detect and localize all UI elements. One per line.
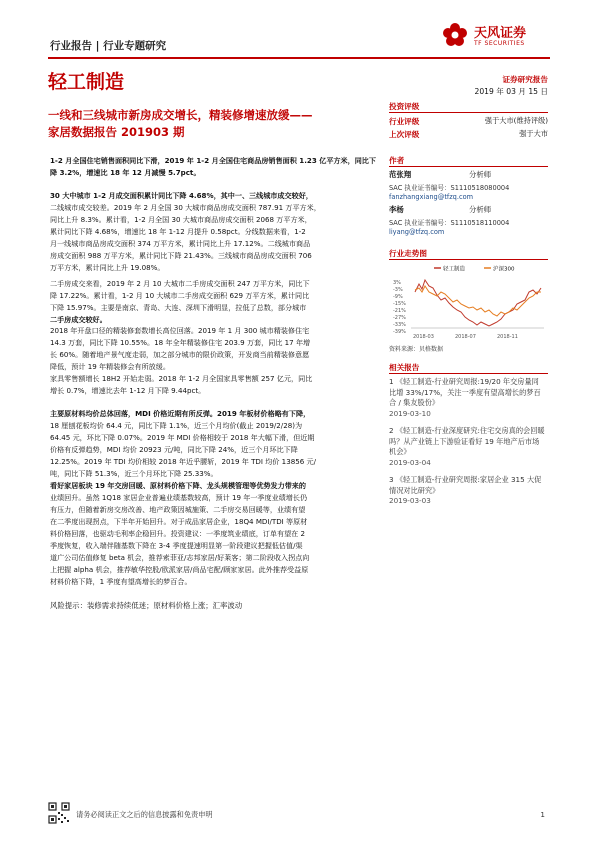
text-line: 64.45 元，环比下降 0.07%。2019 年 MDI 价格相较于 2018 年大幅下滑，但近期 [50, 433, 315, 442]
y-tick: -9% [393, 294, 403, 300]
trend-chart-rule [389, 259, 548, 260]
x-tick: 2018-03 [413, 334, 434, 340]
text-line: 增长 0.7%，增速比去年 1-12 月下降 9.44pct。 [50, 386, 206, 395]
text-line: 万平方米，累计同比上升 19.08%。 [50, 263, 165, 272]
author-2 [389, 204, 549, 236]
rating-rule [389, 112, 548, 113]
text-line: 同比上升 8.3%。累计看，1-2 月全国 30 大城市商品房成交面积 2068 万平方米， [50, 215, 312, 224]
rating-section-label: 投资评级 [389, 102, 420, 111]
y-tick: -39% [393, 329, 406, 335]
author-email[interactable]: fanzhangxiang@tfzq.com [389, 193, 474, 201]
related-report-title[interactable]: 3 《轻工制造-行业研究周报:家居企业 315 大促情况对比研究》 [389, 475, 542, 495]
text-line: 业绩回升。虽然 1Q18 家居企业普遍业绩基数较高，预计 19 年一季度业绩增长仍 [50, 493, 308, 502]
breadcrumb: 行业报告 | 行业专题研究 [50, 40, 167, 52]
x-tick: 2018-11 [497, 334, 518, 340]
author-sac: SAC 执业证书编号：S1110518110004 [389, 219, 510, 227]
x-axis [413, 334, 518, 340]
logo-text-cn: 天风证券 [474, 26, 527, 41]
industry-rating-value: 强于大市(维持评级) [484, 116, 548, 125]
header-rule [48, 57, 550, 59]
related-report-3[interactable] [389, 475, 546, 507]
paragraph-30-cities [50, 190, 378, 274]
author-role: 分析师 [469, 170, 492, 179]
paragraph-furniture-retail [50, 373, 378, 397]
text-line: 30 大中城市 1-2 月成交面积累计同比下降 4.68%，其中一、三线城市成交较好， [50, 191, 313, 200]
author-sac: SAC 执业证书编号：S1110518080004 [389, 184, 510, 192]
text-line: 降 17.22%。累计看，1-2 月 10 大城市二手房成交面积 629 万平方米，累计同比 [50, 291, 310, 300]
x-tick: 2018-07 [455, 334, 476, 340]
text-line: 家具零售额增长 18H2 开始走弱。2018 年 1-2 月全国家具零售额 257 亿元，同比 [50, 374, 313, 383]
qr-code-icon [48, 802, 70, 824]
text-line: 主要原材料均价总体回落，MDI 价格近期有所反弹。2019 年板材价格略有下降， [50, 409, 311, 418]
text-line: 看好家居板块 19 年交房回暖、原材料价格下降、龙头规模管理等优势发力带来的 [50, 481, 306, 490]
text-line: 二手房成交较好。 [50, 315, 107, 324]
author-1 [389, 169, 549, 201]
text-line: 房成交面积 988 万平方米，累计同比下降 21.43%。三线城市商品房成交面积 706 [50, 251, 312, 260]
text-line: 料价格回落，也驱动毛利率企稳回升。投资建议：一季度筑业绩底，订单有望在 2 [50, 529, 306, 538]
flower-logo-icon [440, 20, 470, 50]
legend-label-index: 沪深300 [493, 266, 515, 273]
paragraph-raw-materials [50, 408, 378, 480]
chart-source: 资料来源：贝格数据 [389, 346, 444, 353]
related-report-title[interactable]: 2 《轻工制造-行业深度研究:住宅交房真的会回暖吗？从产业链上下游验证看好 19 年地产后市场机会》 [389, 426, 545, 456]
trend-chart [389, 262, 549, 340]
text-line: 在二季度出现拐点，下半年开始回升。对于成品家居企业，18Q4 MDI/TDI 等原材 [50, 517, 308, 526]
related-report-date: 2019-03-04 [389, 457, 431, 467]
y-tick: -3% [393, 287, 403, 293]
page-number: 1 [540, 810, 545, 819]
paragraph-investment [50, 480, 378, 588]
author-name: 李杨 [389, 205, 404, 214]
paragraph-national-sales: 1-2 月全国住宅销售面积同比下滑，2019 年 1-2 月全国住宅商品房销售面积 1.23 亿平方米，同比下降 3.2%，增速比 18 年 12 月减慢 5.7pct。 [50, 156, 376, 177]
text-line: 2018 年开盘口径的精装修套数增长高位回落。2019 年 1 月 300 城市精装修住宅 [50, 326, 310, 335]
paragraph-second-hand [50, 278, 378, 326]
text-line: 14.3 万套，同比下降 10.55%。18 年全年精装修住宅 203.9 万套，同比 17 年增 [50, 338, 311, 347]
last-rating-value: 强于大市 [519, 129, 548, 138]
author-role: 分析师 [469, 205, 492, 214]
text-line: 上把握 alpha 机会，推荐敏华控股/欧派家居/尚品宅配/顾家家居。此外推荐受益原 [50, 565, 309, 574]
report-title-line2: 家居数据报告 201903 期 [48, 125, 185, 139]
related-report-date: 2019-03-03 [389, 496, 431, 505]
text-line: 季度恢复，收入端伴随基数下降在 3-4 季度提速明显第一阶段建议把握低估值/渠 [50, 541, 303, 550]
related-reports-label: 相关报告 [389, 363, 420, 372]
text-line: 长 60%。随着地产景气度走弱，加之部分城市的限价政策，开发商当前精装修意愿 [50, 350, 310, 359]
y-tick: 3% [393, 280, 401, 286]
text-line: 累计同比下降 4.68%，增速比 18 年 1-12 月提升 0.58pct。分线数据来看，1-2 [50, 227, 306, 236]
related-report-2[interactable] [389, 426, 546, 468]
authors-rule [389, 166, 548, 167]
author-name: 范张翔 [389, 170, 412, 179]
paragraph-decoration [50, 325, 378, 373]
legend-label-sector: 轻工制造 [443, 266, 466, 273]
text-line: 12.25%。2019 年 TDI 均价相较 2018 年近乎腰斩，2019 年 TDI 均价 13856 元/ [50, 457, 316, 466]
trend-chart-label: 行业走势图 [389, 249, 427, 258]
text-line: 材料价格下降，1 季度有望高增长的梦百合。 [50, 577, 192, 586]
report-type: 证券研究报告 [502, 75, 548, 84]
related-report-1[interactable] [389, 377, 546, 419]
text-line: 降低，预计 19 年精装修会有所放缓。 [50, 362, 170, 371]
report-date: 2019 年 03 月 15 日 [474, 87, 548, 96]
y-tick: -21% [393, 308, 406, 314]
related-report-title[interactable]: 1 《轻工制造-行业研究周报:19/20 年交房量同比增 33%/17%，关注一季度有望高增长的梦百合 / 集友股份》 [389, 377, 541, 407]
y-tick: -33% [393, 322, 406, 328]
sector-title: 轻工制造 [48, 71, 125, 93]
text-line: 道广公司估值修复 beta 机会，推荐索菲亚/志邦家居/好莱客；第二阶段收入拐点向 [50, 553, 310, 562]
y-tick: -15% [393, 301, 406, 307]
related-report-date: 2019-03-10 [389, 408, 431, 418]
y-tick: -27% [393, 315, 406, 321]
footer-disclaimer: 请务必阅读正文之后的信息披露和免责申明 [76, 810, 213, 819]
report-title-line1: 一线和三线城市新房成交增长，精装修增速放缓—— [48, 108, 313, 122]
text-line: 有压力，但随着新房交房改善、地产政策因城施策、二手房交易回暖等，业绩有望 [50, 505, 306, 514]
industry-rating-label: 行业评级 [389, 117, 420, 126]
risk-warning: 风险提示：装修需求持续低迷；原材料价格上涨；汇率波动 [50, 601, 243, 610]
text-line: 吨，同比下降 51.3%，近三个月环比下降 25.33%。 [50, 469, 218, 478]
authors-label: 作者 [389, 156, 405, 165]
text-line: 月一线城市商品房成交面积 374 万平方米，累计同比上升 17.12%。二线城市商品 [50, 239, 311, 248]
text-line: 18 厘刨花板均价 64.4 元，同比下降 1.1%，近三个月均价(截止 2019/2/28)为 [50, 421, 303, 430]
related-rule [389, 373, 548, 374]
company-logo [440, 18, 550, 52]
logo-text-en: TF SECURITIES [474, 40, 525, 47]
author-email[interactable]: liyang@tfzq.com [389, 228, 445, 236]
text-line: 二手房成交来看，2019 年 2 月 10 大城市二手房成交面积 247 万平方米，同比下 [50, 279, 310, 288]
last-rating-label: 上次评级 [389, 130, 420, 139]
text-line: 二线城市成交较差。2019 年 2 月全国 30 大城市商品房成交面积 787.91 万平方米， [50, 203, 321, 212]
text-line: 价格有反弹趋势，MDI 均价 20923 元/吨，同比下降 24%，近三个月环比下降 [50, 445, 298, 454]
text-line: 下降 15.97%。主要是南京、青岛、大连、深圳下滑明显，拉低了总数，部分城市 [50, 303, 307, 312]
